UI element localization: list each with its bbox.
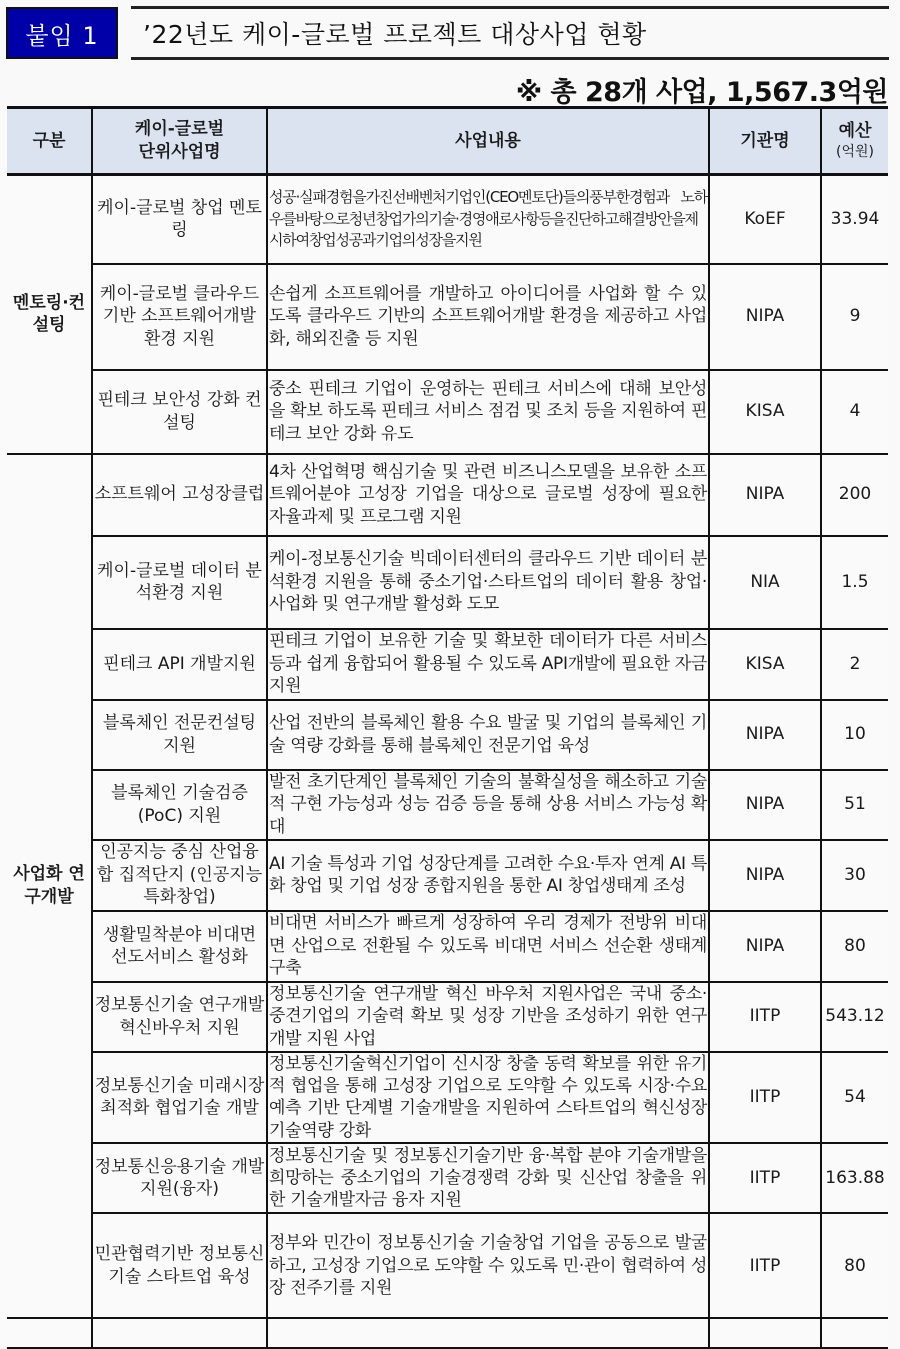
program-description: 4차 산업혁명 핵심기술 및 관련 비즈니스모델을 보유한 소프트웨어분야 고성장 기업을 대상으로 글로벌 성장에 필요한 자율과제 및 프로그램 지원 (267, 454, 709, 536)
column-header-program (92, 108, 267, 175)
table-row (7, 454, 888, 536)
agency: NIPA (709, 264, 821, 370)
column-header-budget (821, 108, 888, 175)
summary-total: ※ 총 28개 사업, 1,567.3억원 (515, 77, 888, 108)
agency: NIPA (709, 840, 821, 911)
program-description: 손쉽게 소프트웨어를 개발하고 아이디어를 사업화 할 수 있도록 클라우드 기반의 소프트웨어개발 환경을 제공하고 사업화, 해외진출 등 지원 (267, 264, 709, 370)
program-name: 인공지능 중심 산업융합 집적단지 (인공지능특화창업) (92, 840, 267, 911)
table-row-partial (7, 1318, 888, 1348)
program-description: 핀테크 기업이 보유한 기술 및 확보한 데이터가 다른 서비스 등과 쉽게 융합되어 활용될 수 있도록 API개발에 필요한 자금 지원 (267, 629, 709, 700)
program-description: 정보통신기술혁신기업이 신시장 창출 동력 확보를 위한 유기적 협업을 통해 고성장 기업으로 도약할 수 있도록 시장·수요예측 기반 단계별 기술개발을 지원하여 스타트업의 혁신성장 기술역량 강화 (267, 1052, 709, 1144)
column-header-budget-label: 예산 (838, 121, 872, 142)
budget: 33.94 (821, 175, 888, 264)
budget: 543.12 (821, 982, 888, 1052)
program-name: 소프트웨어 고성장클럽 (92, 454, 267, 536)
program-description: 중소 핀테크 기업이 운영하는 핀테크 서비스에 대해 보안성을 확보 하도록 핀테크 서비스 점검 및 조치 등을 지원하여 핀테크 보안 강화 유도 (267, 370, 709, 454)
agency: IITP (709, 1213, 821, 1318)
agency: NIPA (709, 700, 821, 770)
table-row (7, 1052, 888, 1144)
program-name: 케이-글로벌 데이터 분석환경 지원 (92, 536, 267, 629)
table-header-row (7, 108, 888, 175)
table-row (7, 982, 888, 1052)
budget: 54 (821, 1052, 888, 1144)
category-cell-mentoring: 멘토링·컨설팅 (7, 175, 92, 454)
program-description: 정보통신기술 연구개발 혁신 바우처 지원사업은 국내 중소·중견기업의 기술력 확보 및 성장 기반을 조성하기 위한 연구개발 지원 사업 (267, 982, 709, 1052)
program-description: 발전 초기단계인 블록체인 기술의 불확실성을 해소하고 기술적 구현 가능성과 성능 검증 등을 통해 상용 서비스 가능성 확대 (267, 770, 709, 840)
program-name: 블록체인 기술검증 (PoC) 지원 (92, 770, 267, 840)
budget: 163.88 (821, 1143, 888, 1213)
table-row (7, 536, 888, 629)
agency: IITP (709, 1052, 821, 1144)
program-description: 비대면 서비스가 빠르게 성장하여 우리 경제가 전방위 비대면 산업으로 전환될 수 있도록 비대면 서비스 선순환 생태계 구축 (267, 911, 709, 982)
program-name: 핀테크 보안성 강화 컨설팅 (92, 370, 267, 454)
table-row (7, 1213, 888, 1318)
budget: 2 (821, 629, 888, 700)
empty-cell (7, 1318, 92, 1348)
program-name: 블록체인 전문컨설팅 지원 (92, 700, 267, 770)
table-row (7, 264, 888, 370)
table-row (7, 629, 888, 700)
program-description: 산업 전반의 블록체인 활용 수요 발굴 및 기업의 블록체인 기술 역량 강화를 통해 블록체인 전문기업 육성 (267, 700, 709, 770)
table-row (7, 911, 888, 982)
table-row (7, 1143, 888, 1213)
agency: IITP (709, 982, 821, 1052)
empty-cell (821, 1318, 888, 1348)
program-name: 케이-글로벌 클라우드기반 소프트웨어개발 환경 지원 (92, 264, 267, 370)
program-name: 정보통신기술 미래시장 최적화 협업기술 개발 (92, 1052, 267, 1144)
table-row (7, 770, 888, 840)
program-name: 핀테크 API 개발지원 (92, 629, 267, 700)
program-name: 정보통신응용기술 개발지원(융자) (92, 1143, 267, 1213)
program-name: 생활밀착분야 비대면 선도서비스 활성화 (92, 911, 267, 982)
budget: 9 (821, 264, 888, 370)
page-title: ’22년도 케이-글로벌 프로젝트 대상사업 현황 (131, 6, 889, 60)
agency: IITP (709, 1143, 821, 1213)
agency: KISA (709, 370, 821, 454)
category-cell-commercialization: 사업화 연구개발 (7, 454, 92, 1319)
agency: KoEF (709, 175, 821, 264)
budget: 4 (821, 370, 888, 454)
budget: 30 (821, 840, 888, 911)
empty-cell (709, 1318, 821, 1348)
program-name: 케이-글로벌 창업 멘토링 (92, 175, 267, 264)
column-header-description: 사업내용 (267, 108, 709, 175)
budget: 80 (821, 1213, 888, 1318)
program-table (7, 106, 888, 1349)
program-description: 정부와 민간이 정보통신기술 기술창업 기업을 공동으로 발굴하고, 고성장 기업으로 도약할 수 있도록 민·관이 협력하여 성장 전주기를 지원 (267, 1213, 709, 1318)
program-description: 정보통신기술 및 정보통신기술기반 융·복합 분야 기술개발을 희망하는 중소기업의 기술경쟁력 강화 및 신산업 창출을 위한 기술개발자금 융자 지원 (267, 1143, 709, 1213)
empty-cell (267, 1318, 709, 1348)
budget: 80 (821, 911, 888, 982)
agency: NIPA (709, 454, 821, 536)
title-bar (0, 0, 900, 66)
budget: 51 (821, 770, 888, 840)
attachment-badge: 붙임 1 (6, 7, 118, 59)
table-row (7, 700, 888, 770)
agency: NIPA (709, 911, 821, 982)
table-row (7, 175, 888, 264)
agency: NIPA (709, 770, 821, 840)
table-row (7, 840, 888, 911)
agency: KISA (709, 629, 821, 700)
column-header-program-line2: 단위사업명 (138, 142, 221, 162)
table-row (7, 370, 888, 454)
program-description: 케이-정보통신기술 빅데이터센터의 클라우드 기반 데이터 분석환경 지원을 통해 중소기업·스타트업의 데이터 활용 창업·사업화 및 연구개발 활성화 도모 (267, 536, 709, 629)
budget: 10 (821, 700, 888, 770)
column-header-program-line1: 케이-글로벌 (134, 119, 225, 140)
column-header-budget-unit: (억원) (836, 144, 874, 161)
empty-cell (92, 1318, 267, 1348)
program-description: AI 기술 특성과 기업 성장단계를 고려한 수요·투자 연계 AI 특화 창업 및 기업 성장 종합지원을 통한 AI 창업생태계 조성 (267, 840, 709, 911)
budget: 1.5 (821, 536, 888, 629)
budget: 200 (821, 454, 888, 536)
column-header-agency: 기관명 (709, 108, 821, 175)
column-header-category: 구분 (7, 108, 92, 175)
program-description: 성공·실패경험을가진선배벤처기업인(CEO멘토단)들의풍부한경험과 노하우를바탕으로청년창업가의기술·경영애로사항등을진단하고해결방안을제시하여창업성공과기업의성장을지원 (267, 175, 709, 264)
program-name: 민관협력기반 정보통신기술 스타트업 육성 (92, 1213, 267, 1318)
program-name: 정보통신기술 연구개발 혁신바우처 지원 (92, 982, 267, 1052)
agency: NIA (709, 536, 821, 629)
